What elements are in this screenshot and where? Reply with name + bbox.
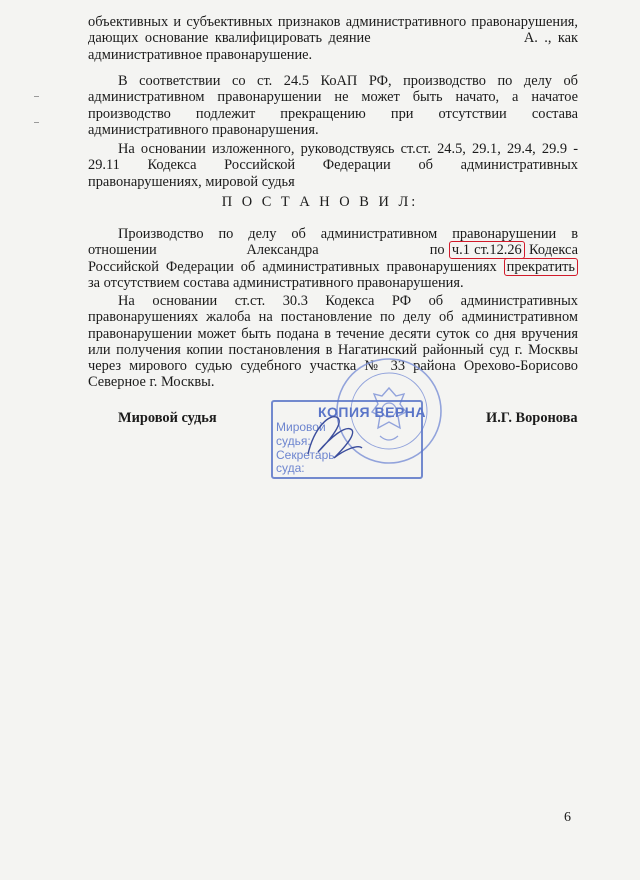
paragraph-4 — [88, 226, 578, 291]
text-line: правонарушении может быть подана в течение десяти суток со дня вручения — [88, 325, 578, 342]
resolution-heading: П О С Т А Н О В И Л: — [221, 194, 419, 210]
judge-label: Мировой судья — [118, 410, 217, 426]
text-fragment: дающих основание квалифицировать деяние — [88, 30, 371, 47]
stamp-heading: КОПИЯ ВЕРНА — [318, 404, 427, 420]
text-fragment: по — [429, 242, 445, 259]
text-line: административном правонарушении не может быть начато, а начатое — [88, 89, 578, 106]
text-line: административного правонарушения. — [88, 121, 319, 138]
paragraph-3 — [88, 141, 578, 190]
margin-mark — [34, 122, 39, 123]
handwritten-signature — [300, 408, 370, 468]
stamp-field-judge-2: судья: — [276, 434, 311, 448]
highlight-article: ч.1 ст.12.26 — [449, 241, 525, 259]
text-line: или получения копии постановления в Нагатинский районный суд г. Москвы — [88, 341, 578, 358]
text-line: правонарушениях жалоба на постановление по делу об административном — [88, 309, 578, 326]
paragraph-5 — [88, 293, 578, 391]
text-line: через мирового судью судебного участка № 33 района Орехово-Борисово — [88, 358, 578, 375]
stamp-field-judge: Мировой — [276, 420, 326, 434]
text-line: за отсутствием состава административного правонарушения. — [88, 274, 464, 291]
highlight-terminate: прекратить — [504, 258, 578, 276]
paragraph-2 — [88, 73, 578, 138]
text-line: правонарушениях, мировой судья — [88, 173, 295, 190]
judge-name: И.Г. Воронова — [486, 410, 578, 426]
margin-mark — [34, 96, 39, 97]
text-line: В соответствии со ст. 24.5 КоАП РФ, производство по делу об — [118, 73, 578, 89]
stamp-field-secretary-2: суда: — [276, 461, 305, 475]
text-fragment: А. ., как — [523, 30, 578, 47]
text-line — [88, 259, 578, 275]
page-number: 6 — [564, 810, 571, 825]
text-fragment: Кодекса — [529, 242, 578, 259]
text-fragment: Александра — [246, 242, 319, 259]
text-line: На основании ст.ст. 30.3 Кодекса РФ об административных — [118, 293, 578, 309]
paragraph-1 — [88, 14, 578, 63]
text-line — [88, 30, 578, 46]
text-line: Производство по делу об административном правонарушении в — [118, 226, 578, 242]
text-line: административное правонарушение. — [88, 46, 313, 63]
text-line: Северное г. Москвы. — [88, 374, 215, 391]
text-line: объективных и субъективных признаков административного правонарушения, — [88, 14, 578, 30]
text-line: производство подлежит прекращению при отсутствии состава — [88, 105, 578, 122]
text-line: На основании изложенного, руководствуясь ст.ст. 24.5, 29.1, 29.4, 29.9 - — [118, 141, 578, 157]
text-fragment: отношении — [88, 242, 157, 259]
stamp-field-secretary: Секретарь — [276, 448, 335, 462]
text-line: 29.11 Кодекса Российской Федерации об административных — [88, 157, 578, 174]
text-fragment: Российской Федерации об административных правонарушениях — [88, 258, 497, 275]
text-line — [88, 242, 578, 258]
